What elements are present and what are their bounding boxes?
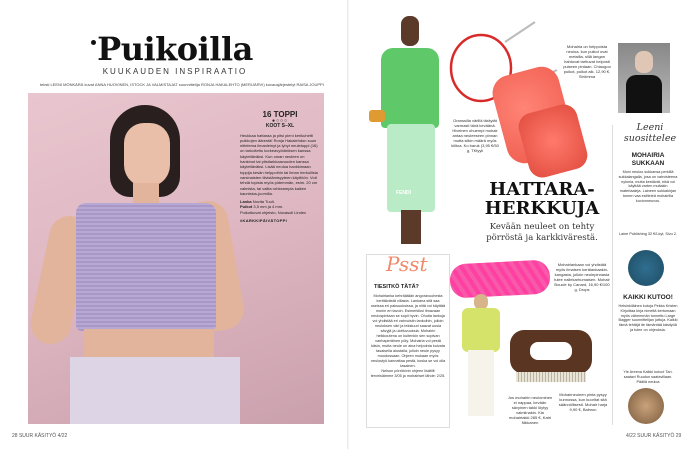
headband-image [449, 259, 551, 298]
tv-show-image [628, 388, 664, 424]
yarn-value: Novita Tuuli. [252, 199, 275, 205]
outfit-note: Jos mohairin neulominen ei nappaa, kevään sävyinen takki löytyy valmiinakin. Kia mohairtakki 285 €, Katri Nikkanen [507, 395, 553, 425]
recommends-title: Leeni suosittelee [623, 122, 677, 144]
runway-head [401, 16, 419, 46]
brush-note: Mohairneuleen pinta pysyy kunnossa, kun kuoritat sitä säännöllisesti. Mohair harja 9,90 €, Balmun [558, 392, 608, 412]
model-trousers [468, 350, 494, 416]
runway-skirt [387, 124, 435, 212]
needles-value: 3,5 mm ja 4 mm. [253, 204, 284, 210]
brush-handle-hole [530, 342, 572, 360]
photo-neck [133, 183, 159, 205]
title-dot [91, 40, 96, 45]
runway-photo [363, 14, 453, 248]
photo-midriff [84, 329, 214, 359]
yarn-skein-2 [515, 101, 590, 180]
photo-pants [70, 357, 240, 424]
needles-label: Puikot [240, 204, 253, 210]
psst-text [370, 294, 446, 379]
photo-knit-top [76, 203, 216, 331]
feature1-text: Moni neuloo sukkansa perkillä sukkalangalla, josa on vahvisteena nylonia, mutta kestävät, eikä voi käyttää varten muitakin materiaaleja. Laineen sukkakirjan tomen vaa esitteleä mohairilla kuvionneuvos. [618, 170, 678, 203]
feature1-title: MOHAIRIA SUKKAAN [631, 152, 665, 167]
photo-face [124, 123, 170, 187]
hashtag: #KARKKIPÄIVÄTOPPI [240, 218, 288, 224]
pattern-link: Puikotkuvat ohjeisto, Novasoil Lindex [240, 209, 307, 215]
portrait-face [635, 51, 653, 73]
psst-source: Nelson pörrökivin ohjeen lisätilit terveisiämme 3/05 ja mohairiset lähde: 2/25. [370, 369, 446, 378]
feature1-source: Laine Publishing 32 €/Lkyt, Sivu 2. [618, 232, 678, 236]
credits-line: teksti LEENI MÖNKÄRÄ kuvat ANNA HUOVINEN, ISTOCK JA VALMISTAJAT suunnittelija RONJA HAKALEHTO (MERIJÄRVI) kuvausjärjestelyt RAISA JOUPPI [40, 82, 324, 87]
page-title [85, 30, 265, 68]
runway-legs [401, 210, 421, 244]
mohair-brush-image [510, 330, 592, 374]
runway-sweater [381, 48, 439, 128]
headband-note: Mohairlankaan voi yhdistää myös ilmaisen kerälankaakinkangasta, jolloin neulepinnasta tulee nallekarhumaisen. Mohair Boucle by Canard, 16,90 €/100 g, Drops [554, 262, 610, 292]
pattern-text-block [240, 110, 320, 226]
feature2-text: Helsinkiläinen kutoja Pekka Kristen Kirjoittaa kirja nimeltä kertomaan myös vähemmän tunnettu Large Bagger suunnittelijan juttuja. Kaikki tämä tehtäjä ite tämäntää käsityöä ja tulee on ohjeuksia. [618, 304, 678, 332]
subheadline: Kevään neuleet on tehty pörröstä ja karkkivärestä. [486, 222, 598, 243]
needle-tip-1 [505, 22, 535, 42]
pattern-materials [240, 199, 320, 215]
psst-heading: TIESITKÖ TÄTÄ? [374, 284, 419, 290]
yarn-label: Lanka [240, 199, 252, 205]
pattern-body: Heukkaa hattaraa ja pitsi pieni kerikuhetti puikkojen äärestä! Ronja Hakalehdon suun nittelema ilmanleinyt ja lyhyt neuletoppi (16) on tarkoitettu korkeavyötäröisen kanssa käytettäväksi. Kun oman neuleen on hankinut tai pitsitarkkaavuuden kanssa käytettäväksi. Lisää neuloa hankkimaan toppija kesän helppoihin tai ilman herkullisia varsinaisten tiivistämisyyteen käyttöön. Voit tehdä topista myös pidemmän, esim. 20 cm valmista, tai valita rohkeampia kaiken kaunistus-juomilla. [240, 132, 318, 196]
portrait-body [626, 75, 662, 113]
page-gutter [347, 0, 349, 449]
socks-image [628, 250, 664, 286]
difficulty-dots: ●○○○ [271, 118, 289, 124]
runway-bag [369, 110, 385, 122]
footer-right: 4/22 SUUR KÄSITYÖ 29 [626, 433, 682, 439]
column-divider [612, 125, 613, 425]
cardigan-model-photo [456, 294, 506, 418]
author-portrait [618, 43, 670, 113]
yarn-note: Oranssilla värillä täräytät varmasti tänä keväänä. Hiveinen ohuempi mohair antaa neuleeseen pinnan mutta silkin määrä myös kiiltoa. Ko baruk (3,95 €/50 g, TKtyyli [451, 118, 499, 153]
title-text: Puikoilla [97, 30, 253, 68]
fashion-tag: FENDI [396, 190, 411, 196]
feature2-source: Yle Areena Kaikki kutoo! Tan. saatavi Ruudun saatavillaan. Päällä neuloa [623, 370, 673, 384]
needles-note: Mohairia on helppoista neuloa, kun puikot ovat metallia, sillä langan hahtuvat tarttuvat helposti puiseen pintaan. Chiaogoo puikot, puikot alk. 12,90 €, Strömma [563, 44, 611, 79]
footer-left: 28 SUUR KÄSITYÖ 4/22 [12, 433, 68, 439]
model-cardigan [462, 308, 500, 352]
psst-label: Psst [386, 252, 428, 276]
psst-body: Mohairlanka kehräätään angoravuohesta kerittävästä villasta. Lankana sitä saa useissa eri paksuuksissa, ja niitä voi käyttää monin eri tavoin. Esimerkiksi ilmavaan neulospintaan se sopii hyvin. Ohuita lankoja voi yhdistää eri vahvuisiin lankoihin, jolloin neuloksen väri ja tekstuuri saavat uusia sävyjä ja ulottuvuuksia. Mohairin heikkoutena on kuitenkin sen sopivan vanhaperäinen pöly. Mohairia voi pestä käsin, mutta neule on aina helpointa kuivata tasaisella alustalla, jolloin neule pysyy muodossaan. Ohjeen mukaan myös neulostyö kannattaa pestä, koska se voi olla tasainen. [370, 294, 446, 368]
pattern-title: 16 TOPPI [262, 110, 298, 119]
pattern-sizes: KOOT S–XL [265, 123, 295, 130]
page-subtitle: KUUKAUDEN INSPIRAATIO [102, 67, 248, 76]
brush-bristles [516, 372, 586, 382]
feature2-title: KAIKKI KUTOO! [623, 294, 673, 301]
headline: HATTARA-HERKKUJA [484, 179, 600, 219]
